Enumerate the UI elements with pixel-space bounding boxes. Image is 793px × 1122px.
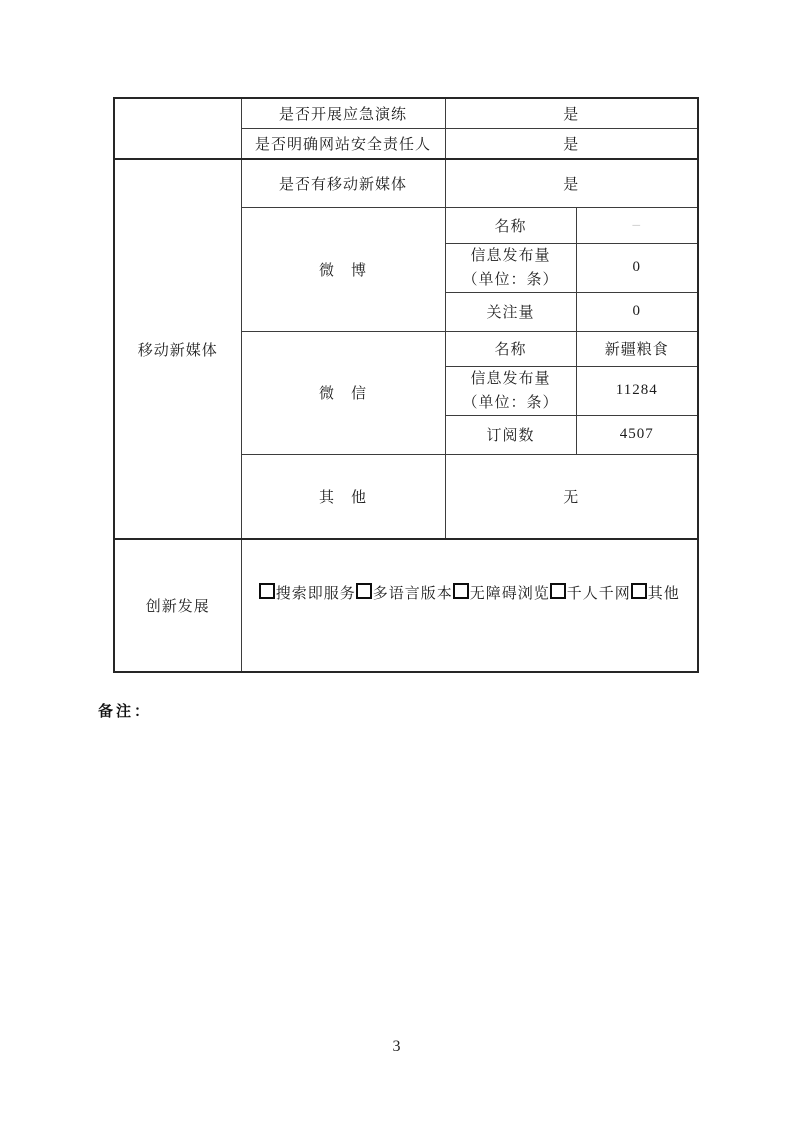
section-label-innovation: 创新发展: [114, 539, 241, 672]
question-security-responsible: 是否明确网站安全责任人: [241, 128, 445, 159]
option-label: 搜索即服务: [275, 586, 356, 602]
wechat-posts-label-line1: 信息发布量: [470, 370, 551, 387]
row-has-mobile-media: [114, 159, 698, 207]
option-label: 无障碍浏览: [469, 586, 550, 602]
row-innovation: [114, 539, 698, 672]
option-other: [631, 582, 680, 603]
checkbox-icon[interactable]: [259, 583, 275, 599]
checkbox-icon[interactable]: [631, 583, 647, 599]
option-search-as-service: [259, 582, 356, 603]
answer-emergency-drill: 是: [445, 98, 698, 128]
weibo-posts-label: [445, 243, 576, 292]
annual-report-table: [113, 97, 699, 673]
wechat-subscribers-label: 订阅数: [445, 415, 576, 454]
innovation-options-cell: [241, 539, 698, 672]
wechat-subscribers-value: 4507: [576, 415, 698, 454]
option-label: 其他: [647, 586, 680, 602]
wechat-name-value: 新疆粮食: [576, 331, 698, 366]
option-personalized: [550, 582, 631, 603]
checkbox-icon[interactable]: [453, 583, 469, 599]
other-media-label: 其 他: [241, 454, 445, 539]
other-media-value: 无: [445, 454, 698, 539]
weibo-name-label: 名称: [445, 207, 576, 243]
wechat-posts-label-line2: （单位：条）: [462, 394, 559, 411]
option-accessibility: [453, 582, 550, 603]
remark-label: 备注：: [98, 704, 153, 720]
wechat-posts-value: 11284: [576, 366, 698, 415]
weibo-posts-label-line1: 信息发布量: [470, 247, 551, 264]
innovation-options-line: [246, 582, 694, 603]
checkbox-icon[interactable]: [356, 583, 372, 599]
option-label: 多语言版本: [372, 586, 453, 602]
question-emergency-drill: 是否开展应急演练: [241, 98, 445, 128]
checkbox-icon[interactable]: [550, 583, 566, 599]
weibo-followers-label: 关注量: [445, 292, 576, 331]
weibo-posts-label-line2: （单位：条）: [462, 271, 559, 288]
option-label: 千人千网: [566, 586, 631, 602]
weibo-followers-value: 0: [576, 292, 698, 331]
wechat-name-label: 名称: [445, 331, 576, 366]
page-number: 3: [392, 1038, 401, 1055]
option-multilingual: [356, 582, 453, 603]
section-label-empty-cell: [114, 98, 241, 159]
row-emergency-drill: [114, 98, 698, 128]
question-has-mobile-media: 是否有移动新媒体: [241, 159, 445, 207]
weibo-posts-value: 0: [576, 243, 698, 292]
weibo-name-value: –: [576, 207, 698, 243]
weibo-label: 微 博: [241, 207, 445, 331]
answer-has-mobile-media: 是: [445, 159, 698, 207]
wechat-posts-label: [445, 366, 576, 415]
answer-security-responsible: 是: [445, 128, 698, 159]
section-label-mobile-media: 移动新媒体: [114, 159, 241, 539]
wechat-label: 微 信: [241, 331, 445, 454]
